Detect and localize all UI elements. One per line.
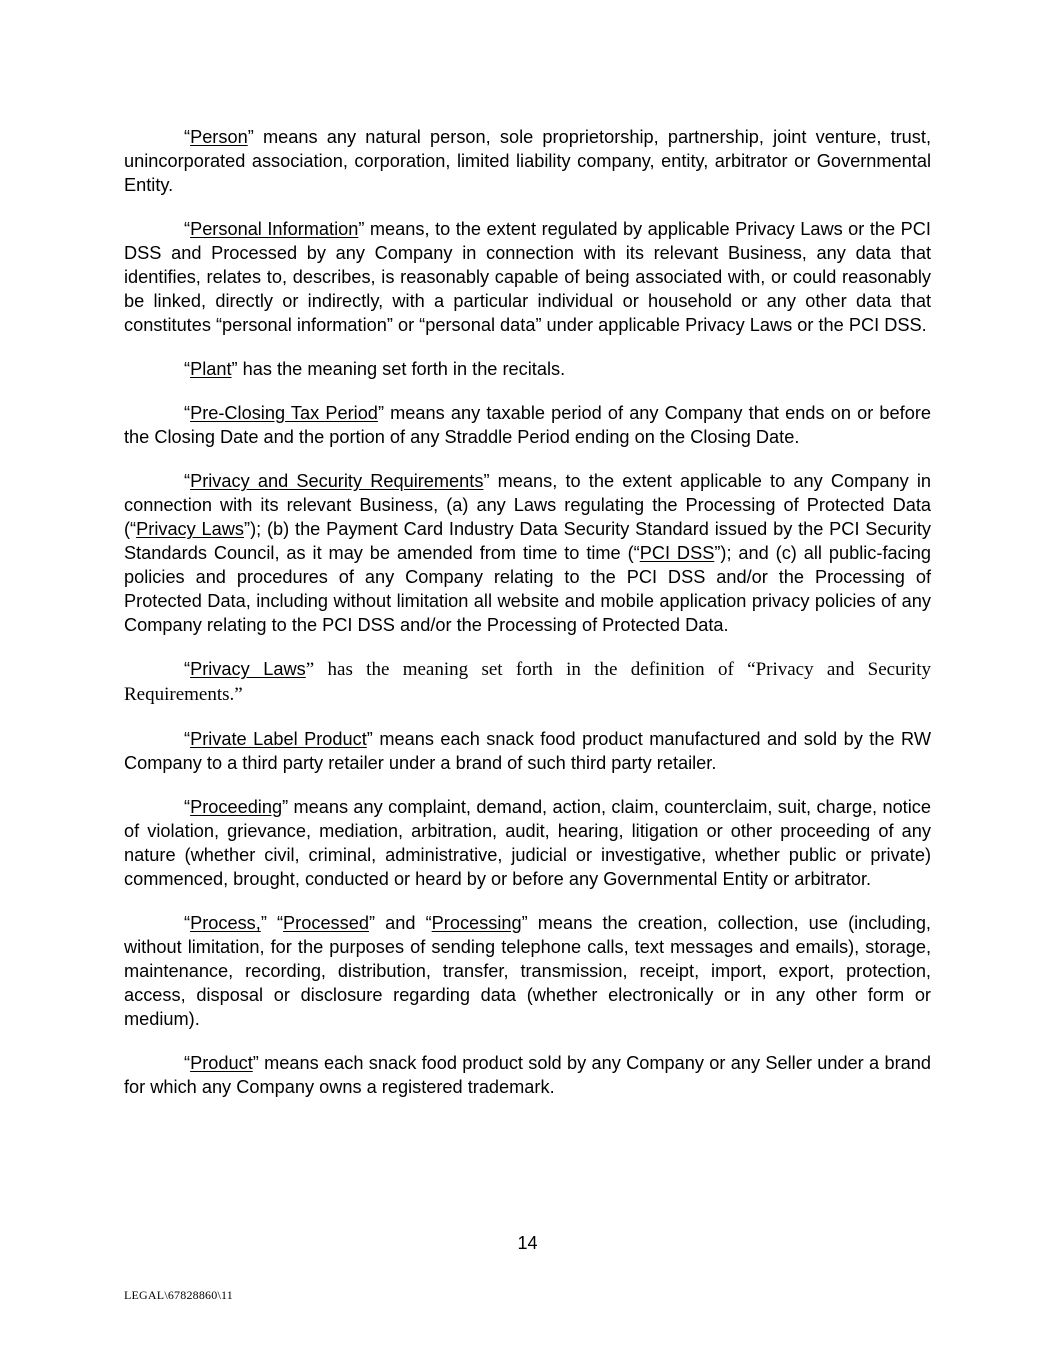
definition-proceeding [124, 795, 931, 891]
definition-text: ”); (b) the Payment Card Industry Data Security Standard issued by the PCI Security Standards Council, as it may be amended from time to time (“ [124, 519, 931, 563]
definition-text: ” has the meaning set forth in the recitals. [231, 359, 566, 379]
open-quote: “ [184, 659, 191, 679]
open-quote: “ [184, 219, 191, 239]
defined-term-inline: Processed [283, 913, 369, 933]
definition-text: ” means each snack food product sold by any Company or any Seller under a brand for which any Company owns a registered trademark. [124, 1053, 931, 1097]
definition-text: ” means each snack food product manufactured and sold by the RW Company to a third party retailer under a brand of such third party retailer. [124, 729, 931, 773]
defined-term: Proceeding [190, 797, 283, 817]
definition-pre-closing-tax-period [124, 401, 931, 449]
definition-person [124, 125, 931, 197]
definition-private-label-product [124, 727, 931, 775]
definition-process [124, 911, 931, 1031]
definition-text: ” “ [260, 913, 284, 933]
defined-term: Personal Information [190, 219, 359, 239]
defined-term-inline: Processing [431, 913, 522, 933]
open-quote: “ [184, 913, 191, 933]
definition-plant [124, 357, 931, 381]
definition-product [124, 1051, 931, 1099]
definition-text: ” means any taxable period of any Company that ends on or before the Closing Date and the portion of any Straddle Period ending on the Closing Date. [124, 403, 932, 447]
definitions-body [124, 125, 931, 1119]
defined-term: Privacy Laws [190, 659, 306, 679]
definition-text: ” means, to the extent applicable to any Company in connection with its relevant Business, (a) any Laws regulating the Processing of Protected Data (“ [124, 471, 931, 539]
definition-text: ” has the meaning set forth in the definition of “Privacy and Security Requirements.” [124, 659, 931, 705]
open-quote: “ [184, 1053, 191, 1073]
open-quote: “ [184, 797, 191, 817]
defined-term: Process, [190, 913, 261, 933]
page-number: 14 [517, 1233, 538, 1253]
defined-term-inline: PCI DSS [639, 543, 715, 563]
open-quote: “ [184, 127, 191, 147]
definition-text: ” means any complaint, demand, action, claim, counterclaim, suit, charge, notice of violation, grievance, mediation, arbitration, audit, hearing, litigation or other proceeding of any nature (whether civil, criminal, administrative, judicial or investigative, whether public or private) commenced, brought, conducted or heard by or before any Governmental Entity or arbitrator. [124, 797, 931, 889]
definition-privacy-laws [124, 657, 931, 707]
defined-term: Person [190, 127, 248, 147]
open-quote: “ [184, 729, 191, 749]
defined-term: Private Label Product [190, 729, 367, 749]
definition-text: ” means any natural person, sole proprietorship, partnership, joint venture, trust, unincorporated association, corporation, limited liability company, entity, arbitrator or Governmental Entity. [124, 127, 931, 195]
open-quote: “ [184, 403, 191, 423]
definition-personal-information [124, 217, 931, 337]
defined-term: Plant [190, 359, 232, 379]
defined-term: Product [190, 1053, 253, 1073]
definition-privacy-and-security-requirements [124, 469, 931, 637]
definition-text: ” and “ [368, 913, 432, 933]
open-quote: “ [184, 359, 191, 379]
defined-term: Pre-Closing Tax Period [190, 403, 378, 423]
defined-term: Privacy and Security Requirements [190, 471, 484, 491]
definition-text: ”); and (c) all public-facing policies and procedures of any Company relating to the PCI DSS and/or the Processing of Protected Data, including without limitation all website and mobile application privacy policies of any Company relating to the PCI DSS and/or the Processing of Protected Data. [124, 543, 931, 635]
definition-text: ” means, to the extent regulated by applicable Privacy Laws or the PCI DSS and Processed by any Company in connection with its relevant Business, any data that identifies, relates to, describes, is reasonably capable of being associated with, or could reasonably be linked, directly or indirectly, with a particular individual or household or any other data that constitutes “personal information” or “personal data” under applicable Privacy Laws or the PCI DSS. [124, 219, 931, 335]
definition-text: ” means the creation, collection, use (including, without limitation, for the purposes of sending telephone calls, text messages and emails), storage, maintenance, recording, distribution, transfer, transmission, receipt, import, export, protection, access, disposal or disclosure regarding data (whether electronically or in any other form or medium). [124, 913, 931, 1029]
defined-term-inline: Privacy Laws [136, 519, 245, 539]
footer-document-id: LEGAL\67828860\11 [124, 1288, 233, 1302]
open-quote: “ [184, 471, 191, 491]
